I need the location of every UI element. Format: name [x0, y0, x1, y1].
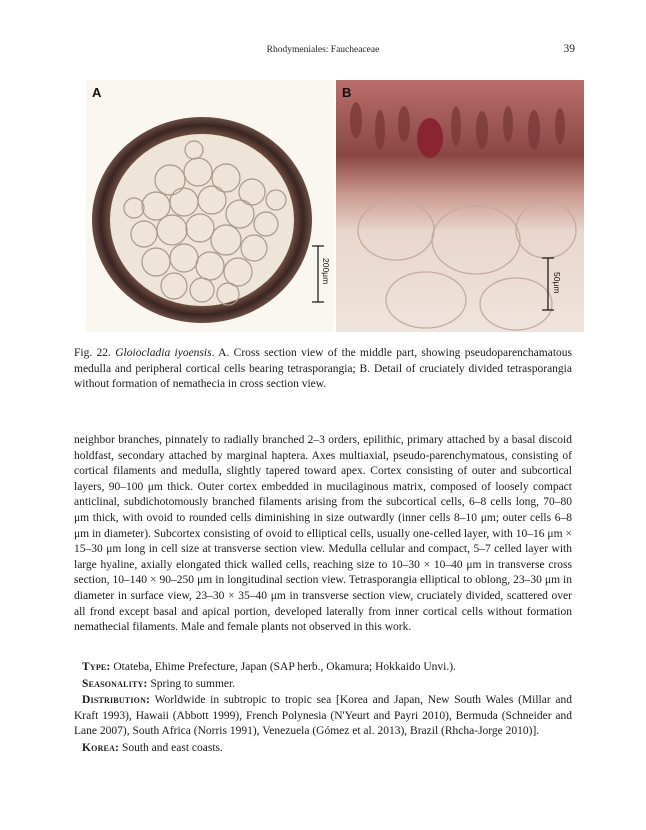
page-number: 39: [563, 43, 575, 55]
panel-label-b: B: [342, 85, 352, 100]
cross-section-micrograph: [86, 80, 334, 332]
figure-panel-a: [86, 80, 334, 332]
field-label: Distribution:: [82, 694, 151, 707]
field-value: Worldwide in subtropic to tropic sea [Korea and Japan, New South Wales (Millar and Kraft 1993), Hawaii (Abbott 1999), French Polynesia (N'Yeurt and Payri 2010), Bermuda (Schneider and Lane 2007), South Africa (Norris 1991), Venezuela (Gómez et al. 2013), Brazil (Rhcha-Jorge 2010)].: [74, 694, 573, 738]
figure-caption: [74, 346, 572, 393]
field-value: South and east coasts.: [121, 741, 223, 754]
scale-bar-label-a: 200μm: [321, 258, 331, 285]
panel-label-a: A: [92, 85, 102, 100]
field-value: Spring to summer.: [150, 677, 236, 690]
field-label: Type:: [82, 661, 111, 673]
caption-species: Gloiocladia iyoensis: [115, 347, 212, 359]
field-value: Otateba, Ehime Prefecture, Japan (SAP herb., Okamura; Hokkaido Unvi.).: [113, 661, 456, 673]
field-seasonality: [74, 677, 572, 693]
description-body: [74, 433, 572, 636]
field-type: [74, 660, 572, 676]
field-distribution: [74, 693, 572, 740]
field-korea: [74, 741, 572, 757]
field-label: Korea:: [82, 741, 120, 754]
scale-bar-label-b: 50μm: [552, 272, 562, 294]
running-header-title: Rhodymeniales: Faucheaceae: [266, 45, 380, 55]
caption-text: . A. Cross section view of the middle part, showing pseudoparenchamatous medulla and peripheral cortical cells bearing tetrasporangia; B. Detail of cruciately divided tetrasporangia without formation of nemathecia in cross section view.: [74, 347, 572, 391]
figure-panel-b: [336, 80, 584, 332]
specimen-fields: [74, 660, 572, 758]
description-paragraph: neighbor branches, pinnately to radially branched 2–3 orders, epilithic, primary attached by a basal discoid holdfast, secondary attached by marginal haptera. Axes multiaxial, pseudo-parenchymatous, consisting of cortical filaments and medulla, slightly tapered toward apex. Cortex consisting of outer and subcortical layers, 90–100 μm thick. Outer cortex embedded in mucilaginous matrix, composed of loosely compact anticlinal, subdichotomously branched filaments arising from the subcortical cells, 6–8 cells long, 70–80 μm thick, with ovoid to rounded cells diminishing in size outwardly (inner cells 8–10 μm; outer cells 6–8 μm in diameter). Subcortex consisting of ovoid to elliptical cells, usually one-celled layer, with 10–16 μm × 15–30 μm long in cell size at transverse section view. Medulla cellular and compact, 5–7 celled layer with large hyaline, axially elongated thick walled cells, reaching size to 10–30 × 10–40 μm in transverse cross section, 10–140 × 90–250 μm in longitudinal section view. Tetrasporangia elliptical to oblong, 23–30 μm in diameter in surface view, 23–30 × 35–40 μm in transverse section view, cruciately divided, scattered over all frond except basal and apical portion, developed laterally from inner cortical cells without formation nemathecial filaments. Male and female plants not observed in this work.: [74, 434, 572, 634]
field-label: Seasonality:: [82, 677, 148, 690]
caption-prefix: Fig. 22.: [74, 347, 111, 359]
tetrasporangia-detail-micrograph: [336, 80, 584, 332]
